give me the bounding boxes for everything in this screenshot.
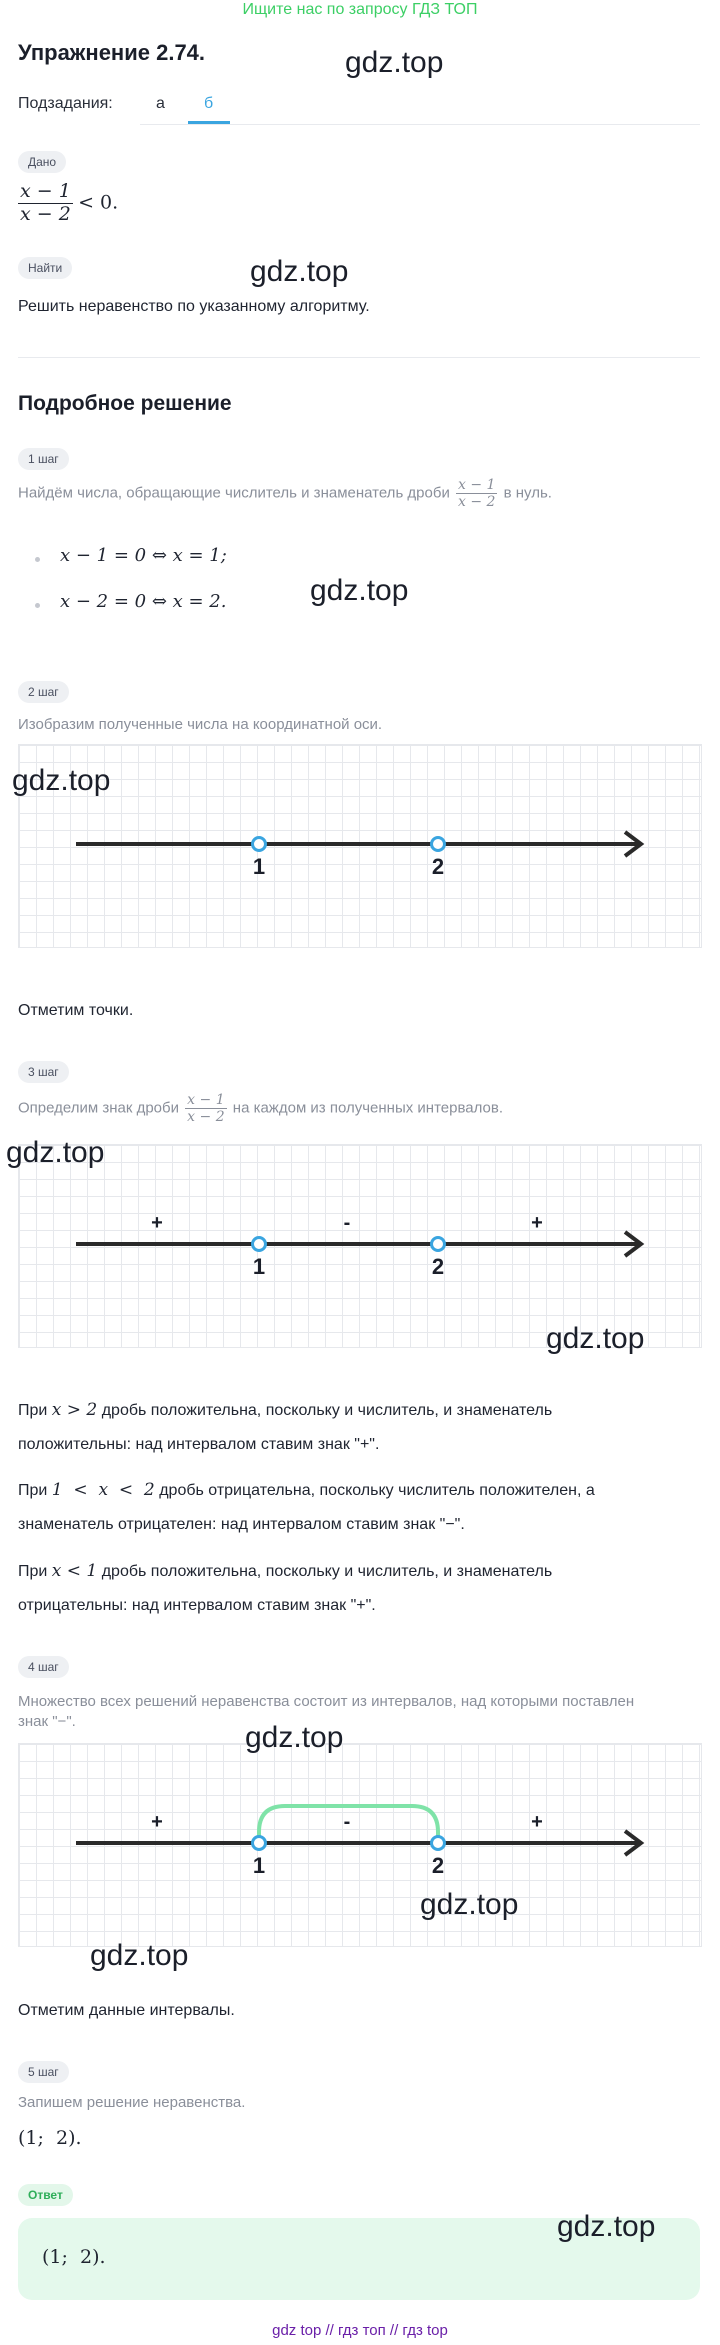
point-2-open	[432, 838, 445, 851]
watermark: gdz.top	[90, 1939, 189, 1972]
watermark: gdz.top	[557, 2210, 656, 2243]
point-2-label: 2	[431, 854, 445, 879]
watermark: gdz.top	[250, 255, 349, 288]
given-denominator: x − 2	[20, 202, 71, 225]
given-pill: Дано	[18, 151, 66, 173]
step3-text-before: Определим знак дроби	[18, 1099, 179, 1117]
tabs-divider	[140, 124, 700, 125]
number-line-1-svg	[19, 745, 701, 947]
step2-text: Изобразим полученные числа на координатной оси.	[18, 716, 383, 733]
number-line-1	[18, 744, 702, 948]
sign-middle: -	[343, 1811, 351, 1833]
step2-after: Отметим точки.	[18, 1002, 134, 1019]
bullet-icon	[35, 557, 40, 562]
answer-pill: Ответ	[18, 2184, 73, 2206]
subtasks-label: Подзадания:	[18, 95, 113, 112]
step5-text: Запишем решение неравенства.	[18, 2094, 246, 2111]
watermark: gdz.top	[6, 1136, 105, 1169]
step5-pill: 5 шаг	[18, 2061, 69, 2083]
step3-para3-line1	[18, 1561, 552, 1581]
tab-subtask-a[interactable]: а	[156, 95, 165, 112]
step1-item-2: x − 2 = 0 ⇔ x = 2.	[60, 591, 227, 612]
para-text: дробь отрицательна, поскольку числитель положителен, а	[159, 1482, 595, 1499]
watermark: gdz.top	[310, 574, 409, 607]
point-1-label: 1	[252, 1254, 266, 1279]
sign-middle: -	[343, 1212, 351, 1234]
watermark: gdz.top	[245, 1721, 344, 1754]
step1-pill: 1 шаг	[18, 448, 69, 470]
find-pill: Найти	[18, 257, 72, 279]
point-1-label: 1	[252, 854, 266, 879]
watermark: gdz.top	[420, 1888, 519, 1921]
search-banner[interactable]: Ищите нас по запросу ГДЗ ТОП	[242, 1, 478, 18]
para-math: x < 1	[51, 1561, 98, 1581]
step1-denominator: x − 2	[458, 494, 496, 511]
step4-text-line2: знак "−".	[18, 1713, 76, 1730]
para-math: x > 2	[51, 1400, 98, 1420]
page-title: Упражнение 2.74.	[18, 40, 206, 65]
step2-pill: 2 шаг	[18, 681, 69, 703]
tab-subtask-b[interactable]: б	[204, 95, 214, 112]
point-2-open	[432, 1238, 445, 1251]
sign-right: +	[531, 1811, 543, 1833]
para-text: При	[18, 1563, 48, 1580]
para-math: 1 < x < 2	[51, 1480, 155, 1500]
step3-para3-line2: отрицательны: над интервалом ставим знак "+".	[18, 1597, 376, 1614]
step3-text	[18, 1092, 503, 1125]
step3-para2-line1	[18, 1480, 595, 1500]
point-1-open	[253, 1837, 266, 1850]
watermark: gdz.top	[546, 1322, 645, 1355]
find-text: Решить неравенство по указанному алгоритму.	[18, 298, 370, 315]
step3-denominator: x − 2	[187, 1109, 225, 1126]
point-2-label: 2	[431, 1853, 445, 1878]
point-1-open	[253, 1238, 266, 1251]
point-2-open	[432, 1837, 445, 1850]
point-1-label: 1	[252, 1853, 266, 1878]
step1-numerator: x − 1	[458, 477, 496, 493]
step4-after: Отметим данные интервалы.	[18, 2002, 235, 2019]
step5-result: (1; 2).	[18, 2127, 82, 2149]
step1-fraction	[456, 477, 497, 510]
step4-pill: 4 шаг	[18, 1656, 69, 1678]
step1-text	[18, 477, 552, 510]
given-expression	[18, 181, 118, 226]
footer-links[interactable]: gdz top // гдз топ // гдз top	[272, 2322, 448, 2339]
para-text: При	[18, 1402, 48, 1419]
number-line-2	[18, 1144, 702, 1348]
step3-numerator: x − 1	[187, 1092, 225, 1108]
sign-left: +	[151, 1811, 163, 1833]
bullet-icon	[35, 603, 40, 608]
watermark: gdz.top	[345, 46, 444, 79]
step3-fraction	[185, 1092, 226, 1125]
given-inequality: < 0.	[78, 191, 119, 214]
number-line-2-svg	[19, 1145, 701, 1347]
given-numerator: x − 1	[20, 180, 71, 202]
step3-para2-line2: знаменатель отрицателен: над интервалом ставим знак "−".	[18, 1516, 465, 1533]
step3-pill: 3 шаг	[18, 1061, 69, 1083]
para-text: При	[18, 1482, 48, 1499]
sign-left: +	[151, 1212, 163, 1234]
number-line-3-svg	[19, 1744, 701, 1946]
point-2-label: 2	[431, 1254, 445, 1279]
step4-text-line1: Множество всех решений неравенства состоит из интервалов, над которыми поставлен	[18, 1693, 635, 1710]
given-fraction	[18, 181, 73, 226]
watermark: gdz.top	[12, 764, 111, 797]
answer-value: (1; 2).	[42, 2246, 106, 2268]
step3-para1-line2: положительны: над интервалом ставим знак "+".	[18, 1436, 380, 1453]
solution-title: Подробное решение	[18, 392, 232, 415]
number-line-3	[18, 1743, 702, 1947]
point-1-open	[253, 838, 266, 851]
step1-text-after: в нуль.	[503, 484, 552, 502]
step3-text-after: на каждом из полученных интервалов.	[232, 1099, 503, 1117]
para-text: дробь положительна, поскольку и числитель, и знаменатель	[101, 1402, 553, 1419]
step3-para1-line1	[18, 1400, 552, 1420]
section-divider	[18, 357, 700, 358]
step1-text-before: Найдём числа, обращающие числитель и знаменатель дроби	[18, 484, 450, 502]
step1-item-1: x − 1 = 0 ⇔ x = 1;	[60, 545, 227, 566]
sign-right: +	[531, 1212, 543, 1234]
para-text: дробь положительна, поскольку и числитель, и знаменатель	[101, 1563, 553, 1580]
